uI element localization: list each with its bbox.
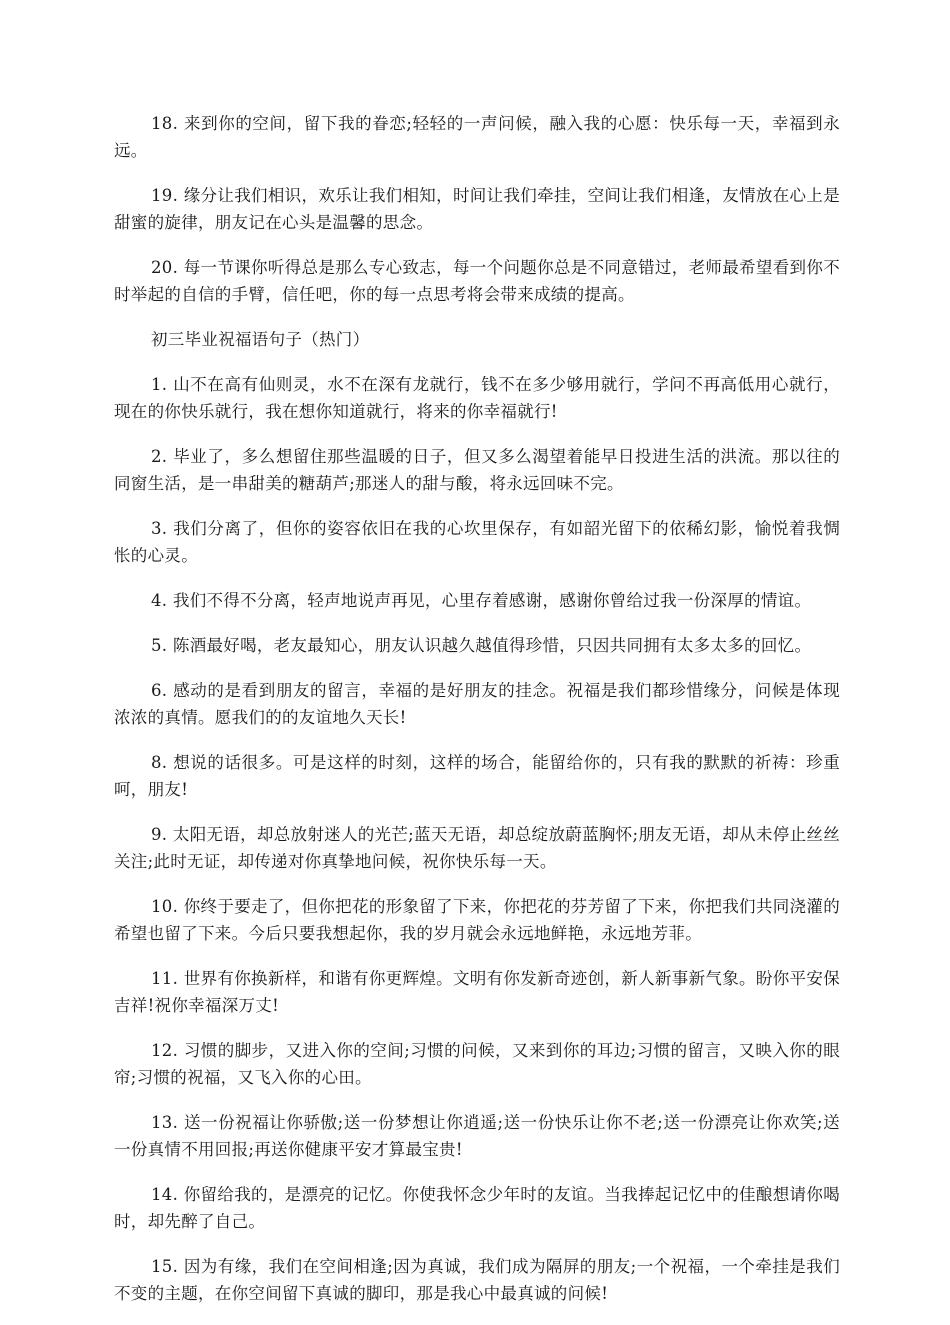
paragraph-13: 13. 送一份祝福让你骄傲;送一份梦想让你逍遥;送一份快乐让你不老;送一份漂亮让你欢笑;送一份真情不用回报;再送你健康平安才算最宝贵!: [114, 1113, 840, 1159]
paragraph-20: 20. 每一节课你听得总是那么专心致志，每一个问题你总是不同意错过，老师最希望看到你不时举起的自信的手臂，信任吧，你的每一点思考将会带来成绩的提高。: [114, 258, 840, 304]
paragraph-19: 19. 缘分让我们相识，欢乐让我们相知，时间让我们牵挂，空间让我们相逢，友情放在心上是甜蜜的旋律，朋友记在心头是温馨的思念。: [114, 186, 840, 232]
paragraph-2: 2. 毕业了，多么想留住那些温暖的日子，但又多么渴望着能早日投进生活的洪流。那以往的同窗生活，是一串甜美的糖葫芦;那迷人的甜与酸，将永远回味不完。: [114, 447, 840, 493]
document-page: [114, 110, 840, 1325]
paragraph-1: 1. 山不在高有仙则灵，水不在深有龙就行，钱不在多少够用就行，学问不再高低用心就行，现在的你快乐就行，我在想你知道就行，将来的你幸福就行!: [114, 375, 840, 421]
paragraph-9: 9. 太阳无语，却总放射迷人的光芒;蓝天无语，却总绽放蔚蓝胸怀;朋友无语，却从未停止丝丝关注;此时无证，却传递对你真挚地问候，祝你快乐每一天。: [114, 825, 840, 871]
paragraph-10: 10. 你终于要走了，但你把花的形象留了下来，你把花的芬芳留了下来，你把我们共同浇灌的希望也留了下来。今后只要我想起你，我的岁月就会永远地鲜艳，永远地芳菲。: [114, 897, 840, 943]
paragraph-18: 18. 来到你的空间，留下我的眷恋;轻轻的一声问候，融入我的心愿：快乐每一天，幸福到永远。: [114, 114, 840, 160]
section-heading: 初三毕业祝福语句子（热门）: [151, 330, 370, 349]
paragraph-6: 6. 感动的是看到朋友的留言，幸福的是好朋友的挂念。祝福是我们都珍惜缘分，问候是体现浓浓的真情。愿我们的的友谊地久天长!: [114, 681, 840, 727]
paragraph-3: 3. 我们分离了，但你的姿容依旧在我的心坎里保存，有如韶光留下的依稀幻影，愉悦着我惆怅的心灵。: [114, 519, 840, 565]
paragraph-14: 14. 你留给我的，是漂亮的记忆。你使我怀念少年时的友谊。当我捧起记忆中的佳酿想请你喝时，却先醉了自己。: [114, 1185, 840, 1231]
paragraph-15: 15. 因为有缘，我们在空间相逢;因为真诚，我们成为隔屏的朋友;一个祝福，一个牵挂是我们不变的主题，在你空间留下真诚的脚印，那是我心中最真诚的问候!: [114, 1257, 840, 1303]
paragraph-8: 8. 想说的话很多。可是这样的时刻，这样的场合，能留给你的，只有我的默默的祈祷：珍重呵，朋友!: [114, 753, 840, 799]
paragraph-4: 4. 我们不得不分离，轻声地说声再见，心里存着感谢，感谢你曾给过我一份深厚的情谊。: [151, 591, 812, 610]
paragraph-12: 12. 习惯的脚步，又进入你的空间;习惯的问候，又来到你的耳边;习惯的留言，又映入你的眼帘;习惯的祝福，又飞入你的心田。: [114, 1041, 840, 1087]
paragraph-11: 11. 世界有你换新样，和谐有你更辉煌。文明有你发新奇迹创，新人新事新气象。盼你平安保吉祥!祝你幸福深万丈!: [114, 969, 840, 1015]
paragraph-5: 5. 陈酒最好喝，老友最知心，朋友认识越久越值得珍惜，只因共同拥有太多太多的回忆。: [151, 636, 812, 655]
